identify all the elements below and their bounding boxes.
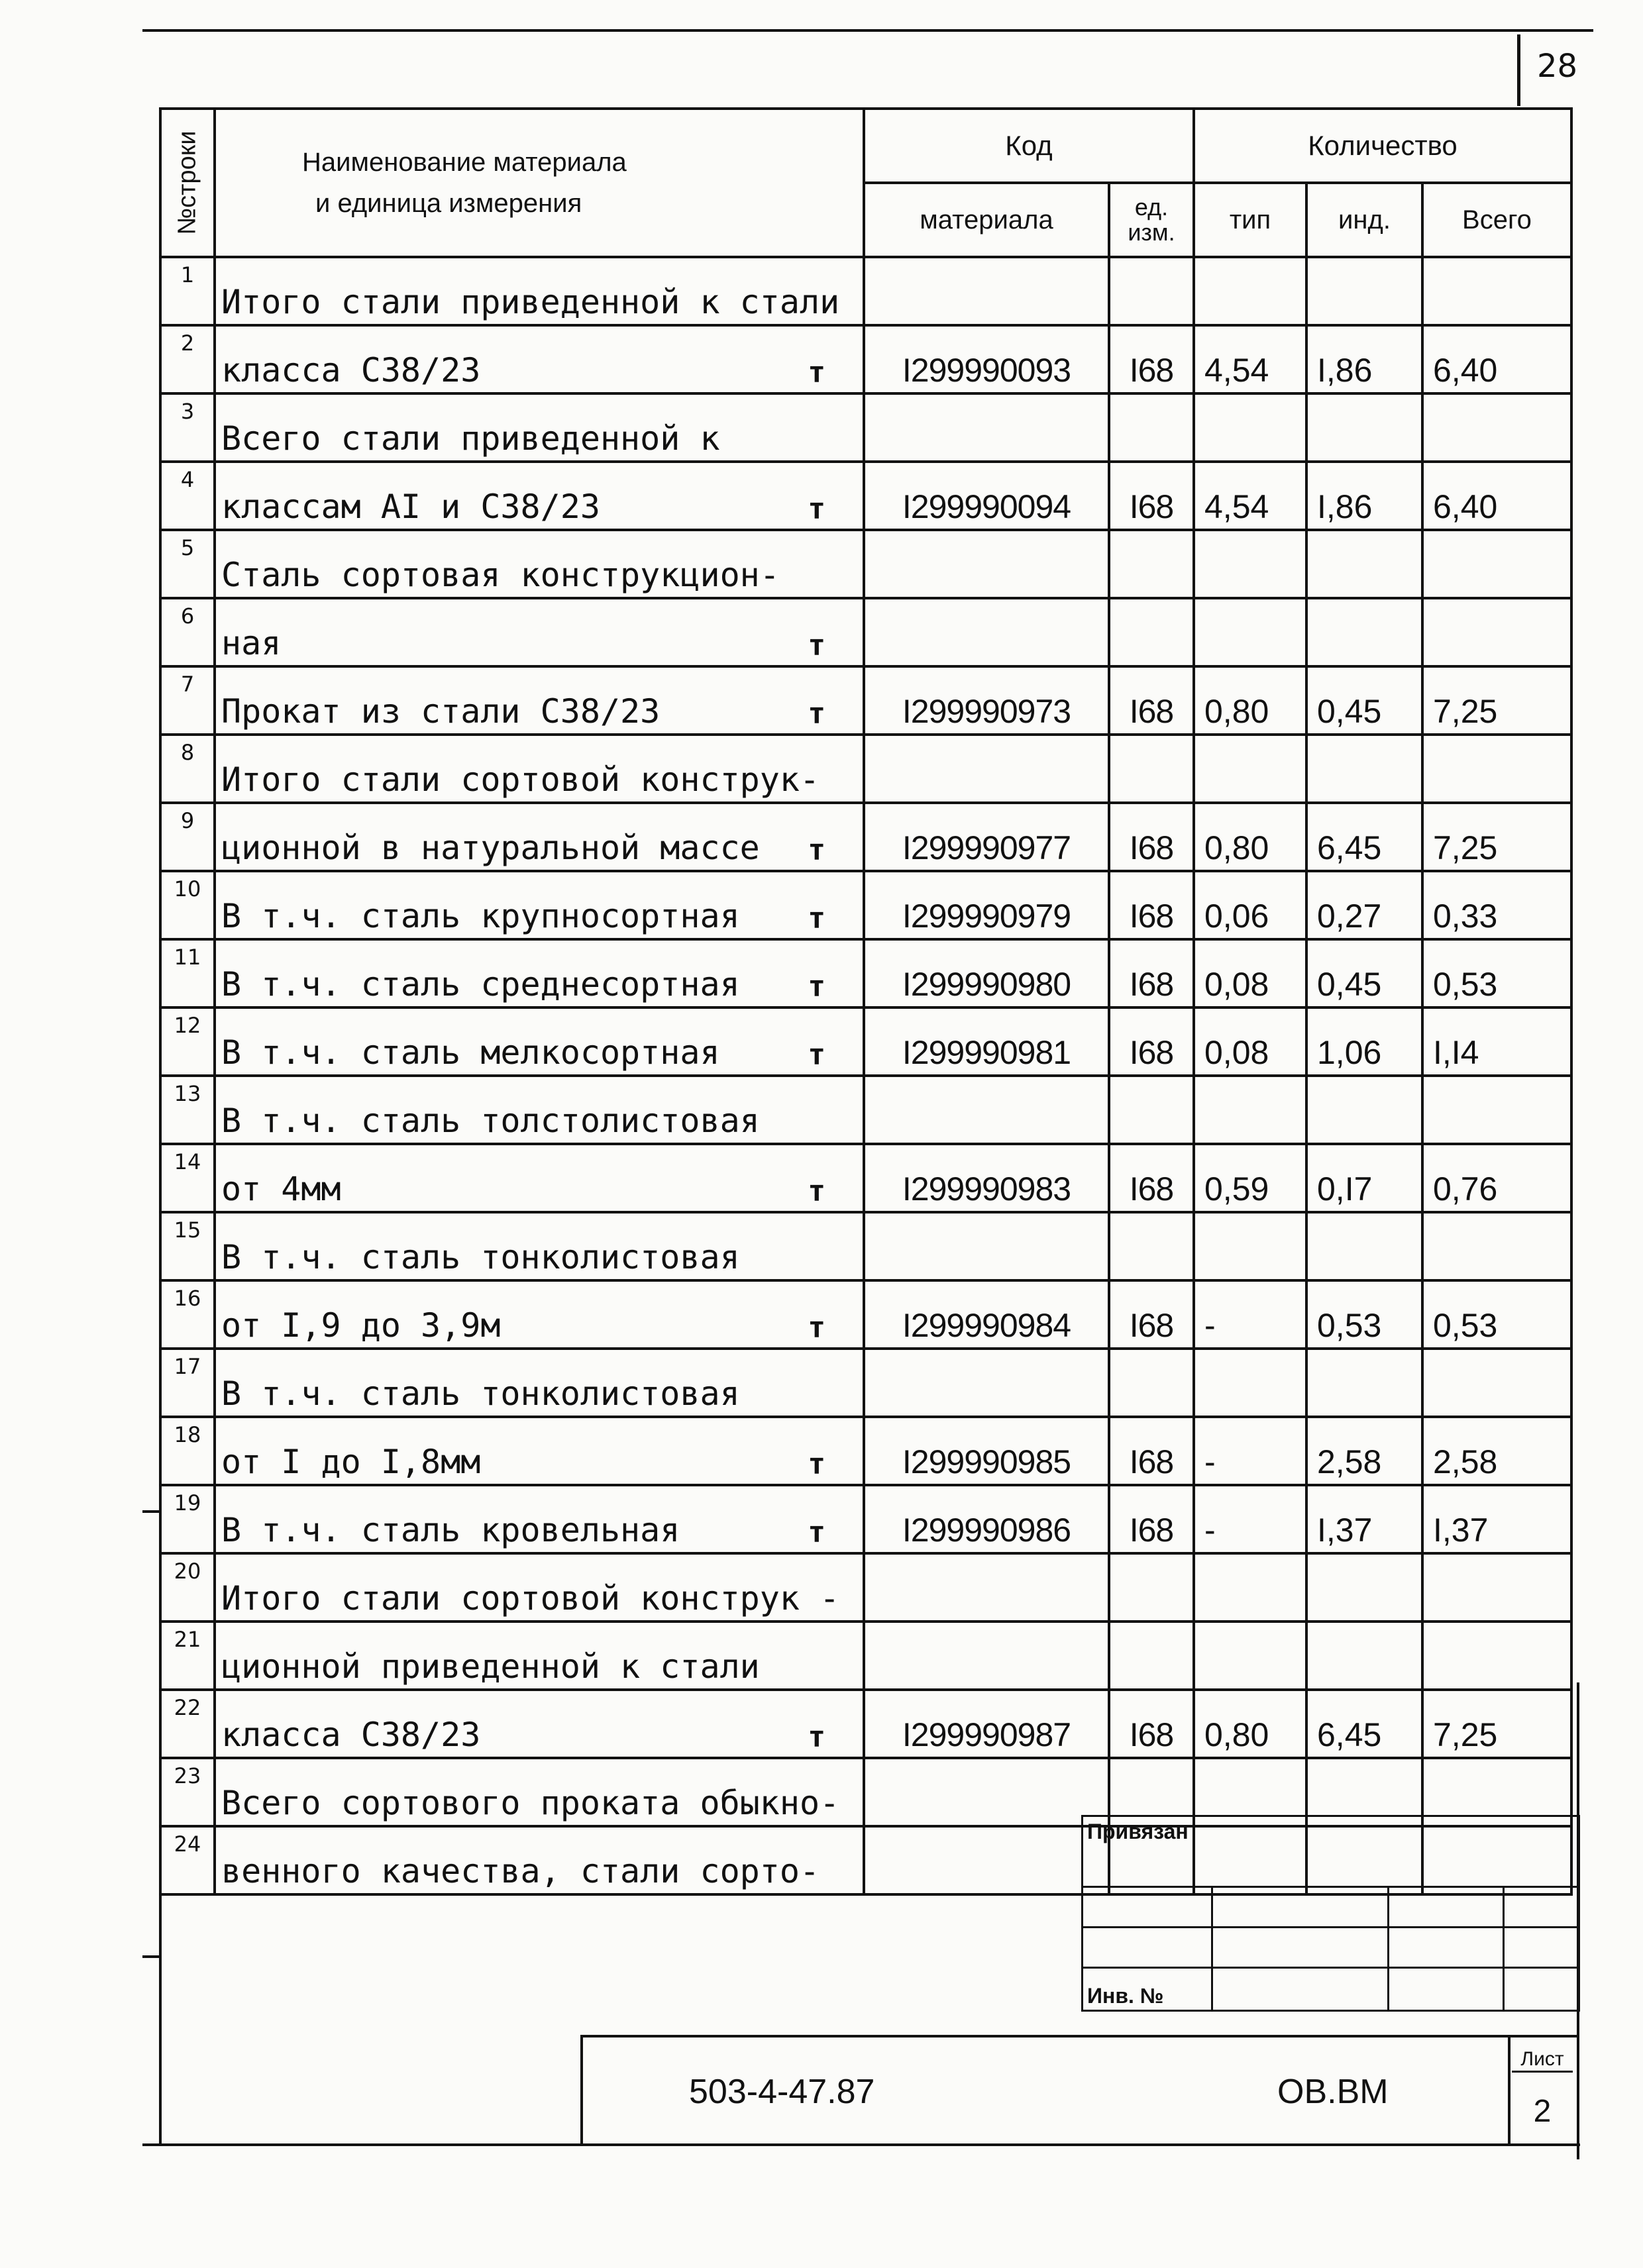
material-name bbox=[215, 1622, 864, 1690]
qty-total: 0,33 bbox=[1422, 871, 1571, 939]
unit-code bbox=[1109, 1622, 1194, 1690]
top-rule bbox=[142, 29, 1593, 32]
qty-type bbox=[1194, 530, 1306, 598]
stamp-cell bbox=[1389, 1968, 1504, 2011]
material-code: I299990977 bbox=[864, 803, 1109, 871]
material-code: I299990093 bbox=[864, 325, 1109, 393]
qty-type: - bbox=[1194, 1485, 1306, 1553]
table-row bbox=[160, 1007, 1571, 1076]
margin-mark bbox=[142, 1955, 161, 1958]
table-row bbox=[160, 1417, 1571, 1485]
qty-type: 0,08 bbox=[1194, 1007, 1306, 1076]
material-name-text: венного качества, стали сорто- bbox=[221, 1852, 820, 1890]
header-row-number-label: №строки bbox=[173, 130, 201, 235]
unit-code: I68 bbox=[1109, 1417, 1194, 1485]
material-unit: т bbox=[808, 356, 825, 389]
table-row bbox=[160, 803, 1571, 871]
table-row bbox=[160, 1690, 1571, 1758]
material-code: I299990987 bbox=[864, 1690, 1109, 1758]
unit-code: I68 bbox=[1109, 1485, 1194, 1553]
material-unit: т bbox=[808, 1516, 825, 1549]
stamp-cell bbox=[1389, 1887, 1504, 1928]
materials-rows bbox=[160, 257, 1571, 1894]
row-number: 9 bbox=[160, 803, 215, 871]
stamp-cell bbox=[1212, 1887, 1389, 1928]
unit-code bbox=[1109, 1553, 1194, 1622]
qty-total bbox=[1422, 530, 1571, 598]
qty-type: 0,08 bbox=[1194, 939, 1306, 1007]
material-unit: т bbox=[808, 1174, 825, 1208]
qty-total: I,I4 bbox=[1422, 1007, 1571, 1076]
unit-code bbox=[1109, 598, 1194, 666]
material-name bbox=[215, 871, 864, 939]
stamp-inv-label: Инв. № bbox=[1083, 1968, 1212, 2011]
qty-total bbox=[1422, 393, 1571, 462]
unit-code: I68 bbox=[1109, 1144, 1194, 1212]
material-code: I299990094 bbox=[864, 462, 1109, 530]
material-name bbox=[215, 803, 864, 871]
material-name-text: от I,9 до 3,9м bbox=[221, 1306, 501, 1345]
qty-type bbox=[1194, 1212, 1306, 1280]
material-name bbox=[215, 1144, 864, 1212]
material-name-text: ционной приведенной к стали bbox=[221, 1647, 760, 1686]
qty-total bbox=[1422, 1622, 1571, 1690]
qty-type: - bbox=[1194, 1280, 1306, 1349]
qty-ind: 0,45 bbox=[1306, 939, 1422, 1007]
qty-ind: I,37 bbox=[1306, 1485, 1422, 1553]
unit-code: I68 bbox=[1109, 666, 1194, 735]
table-row bbox=[160, 1349, 1571, 1417]
material-name-text: В т.ч. сталь толстолистовая bbox=[221, 1102, 760, 1140]
material-name-text: В т.ч. сталь тонколистовая bbox=[221, 1238, 740, 1276]
header-code-unit-line1: ед. bbox=[1134, 193, 1169, 221]
row-number: 15 bbox=[160, 1212, 215, 1280]
material-name-text: классам АI и С38/23 bbox=[221, 488, 600, 526]
material-code bbox=[864, 1076, 1109, 1144]
qty-ind bbox=[1306, 1349, 1422, 1417]
material-name bbox=[215, 530, 864, 598]
material-code bbox=[864, 735, 1109, 803]
qty-ind bbox=[1306, 257, 1422, 325]
row-number: 22 bbox=[160, 1690, 215, 1758]
material-name-text: Всего стали приведенной к bbox=[221, 419, 720, 458]
stamp-cell bbox=[1504, 1968, 1579, 2011]
qty-total bbox=[1422, 735, 1571, 803]
qty-type: 4,54 bbox=[1194, 462, 1306, 530]
table-row bbox=[160, 666, 1571, 735]
stamp-cell bbox=[1389, 1928, 1504, 1968]
row-number: 10 bbox=[160, 871, 215, 939]
table-row bbox=[160, 735, 1571, 803]
material-name bbox=[215, 1076, 864, 1144]
row-number: 6 bbox=[160, 598, 215, 666]
row-number: 12 bbox=[160, 1007, 215, 1076]
material-name-text: Всего сортового проката обыкно- bbox=[221, 1784, 840, 1822]
header-qty-ind: инд. bbox=[1306, 183, 1422, 257]
material-unit: т bbox=[808, 833, 825, 867]
materials-table bbox=[159, 107, 1573, 1896]
table-row bbox=[160, 939, 1571, 1007]
row-number: 21 bbox=[160, 1622, 215, 1690]
material-name-text: В т.ч. сталь крупносортная bbox=[221, 897, 740, 935]
material-code bbox=[864, 1758, 1109, 1826]
header-code-unit-line2: изм. bbox=[1128, 219, 1175, 246]
qty-ind: 6,45 bbox=[1306, 1690, 1422, 1758]
material-code: I299990985 bbox=[864, 1417, 1109, 1485]
material-name bbox=[215, 325, 864, 393]
material-name bbox=[215, 1485, 864, 1553]
qty-ind bbox=[1306, 598, 1422, 666]
qty-total bbox=[1422, 598, 1571, 666]
row-number: 2 bbox=[160, 325, 215, 393]
unit-code bbox=[1109, 1076, 1194, 1144]
qty-type: 0,59 bbox=[1194, 1144, 1306, 1212]
material-unit: т bbox=[808, 629, 825, 662]
qty-total: 7,25 bbox=[1422, 666, 1571, 735]
frame-left-border bbox=[159, 1682, 162, 2146]
material-name bbox=[215, 1553, 864, 1622]
table-row bbox=[160, 871, 1571, 939]
row-number: 24 bbox=[160, 1826, 215, 1894]
stamp-cell bbox=[1504, 1928, 1579, 1968]
material-code bbox=[864, 257, 1109, 325]
qty-ind: 6,45 bbox=[1306, 803, 1422, 871]
material-code bbox=[864, 1826, 1109, 1894]
row-number: 4 bbox=[160, 462, 215, 530]
material-name bbox=[215, 666, 864, 735]
table-row bbox=[160, 325, 1571, 393]
row-number: 17 bbox=[160, 1349, 215, 1417]
qty-ind bbox=[1306, 530, 1422, 598]
unit-code: I68 bbox=[1109, 1007, 1194, 1076]
material-code: I299990986 bbox=[864, 1485, 1109, 1553]
qty-ind: I,86 bbox=[1306, 462, 1422, 530]
unit-code bbox=[1109, 1349, 1194, 1417]
qty-total: 7,25 bbox=[1422, 803, 1571, 871]
material-name-text: Итого стали сортовой конструк- bbox=[221, 760, 820, 799]
qty-type: 0,80 bbox=[1194, 803, 1306, 871]
sheet-label: Лист bbox=[1512, 2048, 1573, 2073]
material-name-text: В т.ч. сталь мелкосортная bbox=[221, 1033, 720, 1072]
material-code: I299990980 bbox=[864, 939, 1109, 1007]
material-code bbox=[864, 1622, 1109, 1690]
qty-total: 6,40 bbox=[1422, 462, 1571, 530]
qty-type: - bbox=[1194, 1417, 1306, 1485]
qty-type bbox=[1194, 1553, 1306, 1622]
material-name-text: ционной в натуральной массе bbox=[221, 829, 760, 867]
stamp-cell bbox=[1212, 1928, 1389, 1968]
qty-ind bbox=[1306, 1076, 1422, 1144]
material-unit: т bbox=[808, 1038, 825, 1072]
qty-type bbox=[1194, 735, 1306, 803]
qty-total: 0,76 bbox=[1422, 1144, 1571, 1212]
material-code bbox=[864, 530, 1109, 598]
qty-ind bbox=[1306, 1212, 1422, 1280]
qty-total: 0,53 bbox=[1422, 939, 1571, 1007]
row-number: 18 bbox=[160, 1417, 215, 1485]
material-code: I299990973 bbox=[864, 666, 1109, 735]
qty-ind bbox=[1306, 393, 1422, 462]
material-name bbox=[215, 598, 864, 666]
table-row bbox=[160, 393, 1571, 462]
table-row bbox=[160, 1622, 1571, 1690]
material-code bbox=[864, 598, 1109, 666]
table-row bbox=[160, 1553, 1571, 1622]
material-name bbox=[215, 1826, 864, 1894]
qty-total bbox=[1422, 1553, 1571, 1622]
material-name bbox=[215, 1690, 864, 1758]
unit-code: I68 bbox=[1109, 462, 1194, 530]
table-row bbox=[160, 1280, 1571, 1349]
row-number: 7 bbox=[160, 666, 215, 735]
qty-type bbox=[1194, 598, 1306, 666]
row-number: 13 bbox=[160, 1076, 215, 1144]
header-qty-total: Всего bbox=[1422, 183, 1571, 257]
table-row bbox=[160, 462, 1571, 530]
unit-code: I68 bbox=[1109, 803, 1194, 871]
document-number: 503-4-47.87 bbox=[689, 2073, 875, 2111]
row-number: 8 bbox=[160, 735, 215, 803]
material-unit: т bbox=[808, 492, 825, 526]
row-number: 20 bbox=[160, 1553, 215, 1622]
stamp-cell bbox=[1083, 1928, 1212, 1968]
material-name-text: Сталь сортовая конструкцион- bbox=[221, 556, 780, 594]
material-unit: т bbox=[808, 1311, 825, 1345]
material-name-text: класса С38/23 bbox=[221, 1716, 481, 1754]
stamp-cell bbox=[1083, 1887, 1212, 1928]
page-number: 28 bbox=[1537, 48, 1578, 85]
material-unit: т bbox=[808, 970, 825, 1004]
unit-code bbox=[1109, 735, 1194, 803]
qty-total: 6,40 bbox=[1422, 325, 1571, 393]
unit-code: I68 bbox=[1109, 871, 1194, 939]
header-quantity-group: Количество bbox=[1194, 109, 1571, 183]
document-code: ОВ.ВМ bbox=[1277, 2073, 1389, 2111]
header-name-line2: и единица измерения bbox=[315, 189, 582, 218]
row-number: 19 bbox=[160, 1485, 215, 1553]
material-name bbox=[215, 1212, 864, 1280]
material-code: I299990984 bbox=[864, 1280, 1109, 1349]
table-row bbox=[160, 1485, 1571, 1553]
material-name bbox=[215, 939, 864, 1007]
material-name-text: ная bbox=[221, 624, 282, 662]
qty-total: 2,58 bbox=[1422, 1417, 1571, 1485]
header-code-material: материала bbox=[864, 183, 1109, 257]
unit-code: I68 bbox=[1109, 939, 1194, 1007]
margin-mark bbox=[142, 1510, 161, 1513]
material-code: I299990981 bbox=[864, 1007, 1109, 1076]
material-name bbox=[215, 1417, 864, 1485]
unit-code bbox=[1109, 257, 1194, 325]
qty-ind: 1,06 bbox=[1306, 1007, 1422, 1076]
qty-type: 0,80 bbox=[1194, 1690, 1306, 1758]
table-row bbox=[160, 257, 1571, 325]
material-name bbox=[215, 1758, 864, 1826]
material-name-text: от 4мм bbox=[221, 1170, 341, 1208]
qty-ind bbox=[1306, 1622, 1422, 1690]
attachment-stamp bbox=[1081, 1815, 1580, 2012]
material-unit: т bbox=[808, 1447, 825, 1481]
material-name-text: класса С38/23 bbox=[221, 351, 481, 389]
material-name bbox=[215, 1007, 864, 1076]
table-row bbox=[160, 598, 1571, 666]
material-name bbox=[215, 1349, 864, 1417]
material-name-text: В т.ч. сталь среднесортная bbox=[221, 965, 740, 1004]
qty-total bbox=[1422, 1349, 1571, 1417]
qty-type bbox=[1194, 1622, 1306, 1690]
unit-code bbox=[1109, 1212, 1194, 1280]
material-name bbox=[215, 257, 864, 325]
qty-type bbox=[1194, 1349, 1306, 1417]
row-number: 11 bbox=[160, 939, 215, 1007]
unit-code bbox=[1109, 530, 1194, 598]
table-row bbox=[160, 1076, 1571, 1144]
table-row bbox=[160, 530, 1571, 598]
sheet-number: 2 bbox=[1533, 2094, 1552, 2129]
qty-ind bbox=[1306, 1553, 1422, 1622]
material-name-text: В т.ч. сталь тонколистовая bbox=[221, 1374, 740, 1413]
stamp-attached-label: Привязан bbox=[1083, 1816, 1579, 1887]
row-number: 16 bbox=[160, 1280, 215, 1349]
material-code bbox=[864, 1349, 1109, 1417]
table-row bbox=[160, 1212, 1571, 1280]
qty-type: 0,80 bbox=[1194, 666, 1306, 735]
unit-code: I68 bbox=[1109, 1280, 1194, 1349]
material-unit: т bbox=[808, 902, 825, 935]
table-row bbox=[160, 1144, 1571, 1212]
header-name-line1: Наименование материала bbox=[302, 148, 627, 177]
qty-total: 0,53 bbox=[1422, 1280, 1571, 1349]
qty-ind: 0,53 bbox=[1306, 1280, 1422, 1349]
material-name bbox=[215, 393, 864, 462]
unit-code: I68 bbox=[1109, 1690, 1194, 1758]
row-number: 1 bbox=[160, 257, 215, 325]
header-name bbox=[215, 109, 864, 257]
stamp-cell bbox=[1504, 1887, 1579, 1928]
qty-total: I,37 bbox=[1422, 1485, 1571, 1553]
qty-ind bbox=[1306, 735, 1422, 803]
qty-ind: 2,58 bbox=[1306, 1417, 1422, 1485]
qty-type bbox=[1194, 393, 1306, 462]
row-number: 3 bbox=[160, 393, 215, 462]
unit-code: I68 bbox=[1109, 325, 1194, 393]
qty-type bbox=[1194, 1076, 1306, 1144]
qty-total bbox=[1422, 1076, 1571, 1144]
material-name-text: В т.ч. сталь кровельная bbox=[221, 1511, 680, 1549]
header-code-unit bbox=[1109, 183, 1194, 257]
material-name bbox=[215, 462, 864, 530]
material-name-text: от I до I,8мм bbox=[221, 1443, 481, 1481]
header-qty-type: тип bbox=[1194, 183, 1306, 257]
material-code bbox=[864, 1553, 1109, 1622]
qty-ind: 0,27 bbox=[1306, 871, 1422, 939]
header-code-group: Код bbox=[864, 109, 1194, 183]
material-name-text: Итого стали приведенной к стали bbox=[221, 283, 840, 321]
row-number: 5 bbox=[160, 530, 215, 598]
qty-total bbox=[1422, 1212, 1571, 1280]
qty-ind: 0,45 bbox=[1306, 666, 1422, 735]
stamp-cell bbox=[1212, 1968, 1389, 2011]
material-name-text: Прокат из стали С38/23 bbox=[221, 692, 661, 731]
qty-type: 0,06 bbox=[1194, 871, 1306, 939]
material-code: I299990983 bbox=[864, 1144, 1109, 1212]
material-code: I299990979 bbox=[864, 871, 1109, 939]
material-name bbox=[215, 1280, 864, 1349]
qty-ind: I,86 bbox=[1306, 325, 1422, 393]
row-number: 14 bbox=[160, 1144, 215, 1212]
material-code bbox=[864, 393, 1109, 462]
qty-total bbox=[1422, 257, 1571, 325]
qty-type: 4,54 bbox=[1194, 325, 1306, 393]
material-unit: т bbox=[808, 1720, 825, 1754]
material-code bbox=[864, 1212, 1109, 1280]
qty-ind: 0,I7 bbox=[1306, 1144, 1422, 1212]
material-name-text: Итого стали сортовой конструк - bbox=[221, 1579, 840, 1618]
qty-type bbox=[1194, 257, 1306, 325]
material-name bbox=[215, 735, 864, 803]
qty-total: 7,25 bbox=[1422, 1690, 1571, 1758]
header-row-number bbox=[160, 109, 215, 257]
material-unit: т bbox=[808, 697, 825, 731]
row-number: 23 bbox=[160, 1758, 215, 1826]
unit-code bbox=[1109, 393, 1194, 462]
